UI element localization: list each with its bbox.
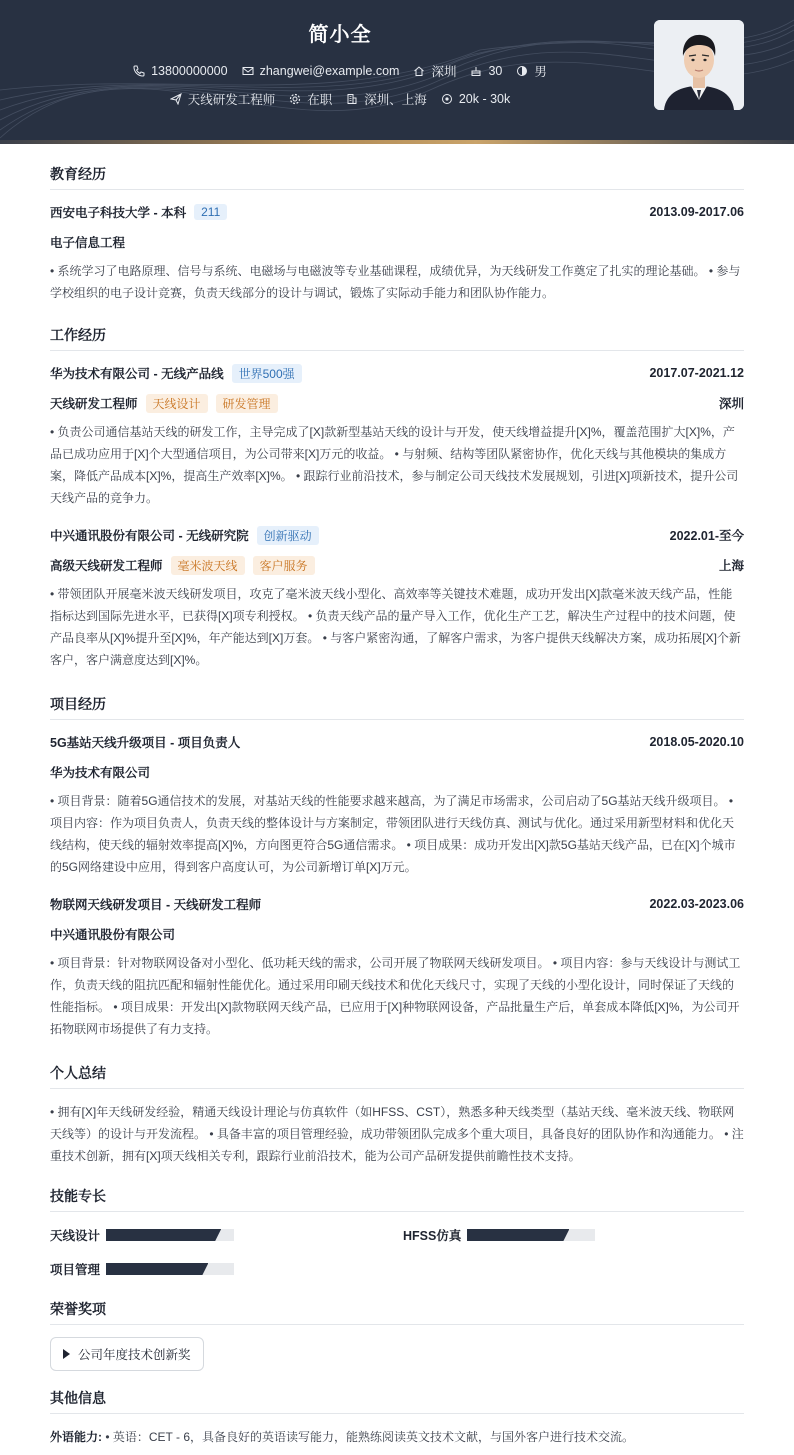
work-tag: 天线设计	[146, 394, 208, 413]
phone-item	[133, 62, 227, 80]
project-company	[50, 762, 744, 782]
language-desc: • 英语：CET - 6，具备良好的英语读写能力，能熟练阅读英文技术文献，与国外客户进行技术交流。	[105, 1430, 635, 1444]
education-row	[50, 202, 744, 222]
work-item	[50, 525, 744, 671]
skill-bar	[106, 1229, 234, 1241]
header-accent-bar	[0, 140, 794, 144]
building-icon	[346, 93, 358, 105]
coin-icon	[441, 93, 453, 105]
work-tag: 研发管理	[216, 394, 278, 413]
phone-icon	[133, 65, 145, 77]
education-section	[50, 164, 744, 304]
email-text: zhangwei@example.com	[259, 64, 400, 78]
resume-header	[0, 0, 794, 140]
work-city-item	[346, 90, 427, 108]
city-item	[413, 62, 456, 80]
work-role-row	[50, 393, 744, 413]
work-badge: 世界500强	[232, 364, 302, 383]
gender-text: 男	[534, 65, 547, 79]
work-desc: • 带领团队开展毫米波天线研发项目，攻克了毫米波天线小型化、高效率等关键技术难题，成功开发出[X]款毫米波天线产品，性能指标达到国际先进水平，已获得[X]项专利授权。 • 负责天线产品的量产导入工作，优化生产工艺，解决生产过程中的技术问题，使产品良率从[X]%提升至[X]%，年产能达到[X]万套。 • 与客户紧密沟通，了解客户需求，为客户提供天线解决方案，成功拓展[X]个新客户，客户满意度达到[X]%。	[50, 587, 741, 667]
phone-text: 13800000000	[151, 64, 228, 78]
work-tag: 客户服务	[253, 556, 315, 575]
salary-item	[441, 90, 510, 108]
project-desc: • 项目背景：随着5G通信技术的发展，对基站天线的性能要求越来越高，为了满足市场需求，公司启动了5G基站天线升级项目。 • 项目内容：作为项目负责人，负责天线的整体设计与方案制定，带领团队进行天线仿真、测试与优化。通过采用新型材料和优化天线结构，使天线的辐射效率提高[X]%，方向图更符合5G通信需求。 • 项目成果：成功开发出[X]款5G基站天线产品，已在[X]个城市的5G网络建设中应用，得到客户高度认可，为公司新增订单[X]万元。	[50, 794, 736, 874]
major	[50, 232, 744, 252]
award-text: 公司年度技术创新奖	[78, 1348, 191, 1362]
age-item	[470, 62, 502, 80]
work-section	[50, 325, 744, 671]
status-item	[289, 90, 332, 108]
project-item	[50, 732, 744, 878]
project-company	[50, 924, 744, 944]
section-title-education: 教育经历	[50, 164, 744, 190]
section-title-projects: 项目经历	[50, 694, 744, 720]
skill-name: 天线设计	[50, 1229, 101, 1243]
project-row	[50, 894, 744, 914]
skills-section	[50, 1186, 744, 1224]
work-location: 深圳	[718, 397, 744, 411]
work-company: 华为技术有限公司 - 无线产品线	[50, 367, 224, 381]
language-label: 外语能力:	[50, 1430, 102, 1444]
send-icon	[170, 93, 182, 105]
play-icon	[63, 1349, 70, 1359]
project-item	[50, 894, 744, 1040]
skill-bar-fill	[106, 1229, 221, 1241]
cake-icon	[470, 65, 482, 77]
work-item	[50, 363, 744, 509]
school-badge: 211	[194, 204, 227, 220]
skill-bar-fill	[467, 1229, 569, 1241]
project-section	[50, 694, 744, 1040]
awards-section	[50, 1299, 744, 1371]
contact-row	[0, 62, 680, 80]
skill-bar	[467, 1229, 595, 1241]
status-text: 在职	[307, 93, 333, 107]
gender-item	[516, 62, 547, 80]
section-title-skills: 技能专长	[50, 1186, 744, 1212]
major-text: 电子信息工程	[50, 236, 126, 250]
project-dates: 2018.05-2020.10	[649, 735, 744, 749]
section-title-awards: 荣誉奖项	[50, 1299, 744, 1325]
candidate-name: 简小全	[308, 24, 372, 46]
work-desc: • 负责公司通信基站天线的研发工作，主导完成了[X]款新型基站天线的设计与开发，使天线增益提升[X]%，覆盖范围扩大[X]%，产品已成功应用于[X]个大型通信项目，为公司带来[X]万元的收益。 • 与射频、结构等团队紧密协作，优化天线与其他模块的集成方案，降低产品成本[X]%，提高生产效率[X]%。 • 跟踪行业前沿技术，参与制定公司天线技术发展规划，引进[X]项新技术，提升公司天线产品的竞争力。	[50, 425, 739, 505]
summary-desc: • 拥有[X]年天线研发经验，精通天线设计理论与仿真软件（如HFSS、CST），熟悉多种天线类型（基站天线、毫米波天线、物联网天线等）的设计与开发流程。 • 具备丰富的项目管理经验，成功带领团队完成多个重大项目，具备良好的团队协作和沟通能力。 • 注重技术创新，拥有[X]项天线相关专利，跟踪行业前沿技术，能为公司产品研发提供前瞻性技术支持。	[50, 1105, 744, 1163]
skill-name: 项目管理	[50, 1263, 101, 1277]
work-company: 中兴通讯股份有限公司 - 无线研究院	[50, 529, 249, 543]
salary-text: 20k - 30k	[458, 92, 511, 106]
profile-photo	[654, 20, 744, 110]
section-title-other: 其他信息	[50, 1388, 744, 1414]
language-row	[50, 1426, 744, 1448]
section-title-summary: 个人总结	[50, 1063, 744, 1089]
gender-icon	[516, 65, 528, 77]
project-company-text: 中兴通讯股份有限公司	[50, 928, 176, 942]
skill-item	[50, 1260, 234, 1278]
skill-item	[50, 1226, 234, 1244]
project-dates: 2022.03-2023.06	[649, 897, 744, 911]
age-text: 30	[488, 64, 503, 78]
gear-icon	[289, 93, 301, 105]
project-row	[50, 732, 744, 752]
work-tag: 毫米波天线	[171, 556, 245, 575]
education-dates: 2013.09-2017.06	[649, 205, 744, 219]
work-row	[50, 525, 744, 545]
job-target-text: 天线研发工程师	[187, 93, 276, 107]
skill-bar	[106, 1263, 234, 1275]
education-desc: • 系统学习了电路原理、信号与系统、电磁场与电磁波等专业基础课程，成绩优异，为天线研发工作奠定了扎实的理论基础。 • 参与学校组织的电子设计竞赛，负责天线部分的设计与调试，锻炼了实际动手能力和团队协作能力。	[50, 264, 741, 300]
work-location: 上海	[718, 559, 744, 573]
work-row	[50, 363, 744, 383]
skill-bar-fill	[106, 1263, 208, 1275]
mail-icon	[242, 65, 254, 77]
project-desc: • 项目背景：针对物联网设备对小型化、低功耗天线的需求，公司开展了物联网天线研发项目。 • 项目内容：参与天线设计与测试工作，负责天线的阻抗匹配和辐射性能优化。通过采用印刷天线技术和优化天线尺寸，实现了天线的小型化设计，同时保证了天线的性能指标。 • 项目成果：开发出[X]款物联网天线产品，已应用于[X]种物联网设备，产品批量生产后，单套成本降低[X]%，为公司开拓物联网市场提供了有力支持。	[50, 956, 741, 1036]
award-item[interactable]	[50, 1337, 204, 1371]
job-target-item	[170, 90, 276, 108]
avatar-portrait	[654, 20, 744, 110]
section-title-work: 工作经历	[50, 325, 744, 351]
work-dates: 2022.01-至今	[669, 529, 744, 543]
work-role: 天线研发工程师	[50, 397, 138, 411]
work-badge: 创新驱动	[257, 526, 319, 545]
skill-name: HFSS仿真	[403, 1229, 462, 1243]
project-company-text: 华为技术有限公司	[50, 766, 151, 780]
city-text: 深圳	[431, 65, 457, 79]
home-icon	[413, 65, 425, 77]
work-dates: 2017.07-2021.12	[649, 366, 744, 380]
summary-section	[50, 1063, 744, 1167]
project-name: 物联网天线研发项目 - 天线研发工程师	[50, 898, 262, 912]
project-name: 5G基站天线升级项目 - 项目负责人	[50, 736, 241, 750]
job-intent-row	[0, 90, 680, 108]
work-city-text: 深圳、上海	[364, 93, 427, 107]
skill-item	[403, 1226, 595, 1244]
email-item	[242, 62, 400, 80]
work-role: 高级天线研发工程师	[50, 559, 163, 573]
work-role-row	[50, 555, 744, 575]
other-section	[50, 1388, 744, 1448]
school-name: 西安电子科技大学 - 本科	[50, 206, 187, 220]
